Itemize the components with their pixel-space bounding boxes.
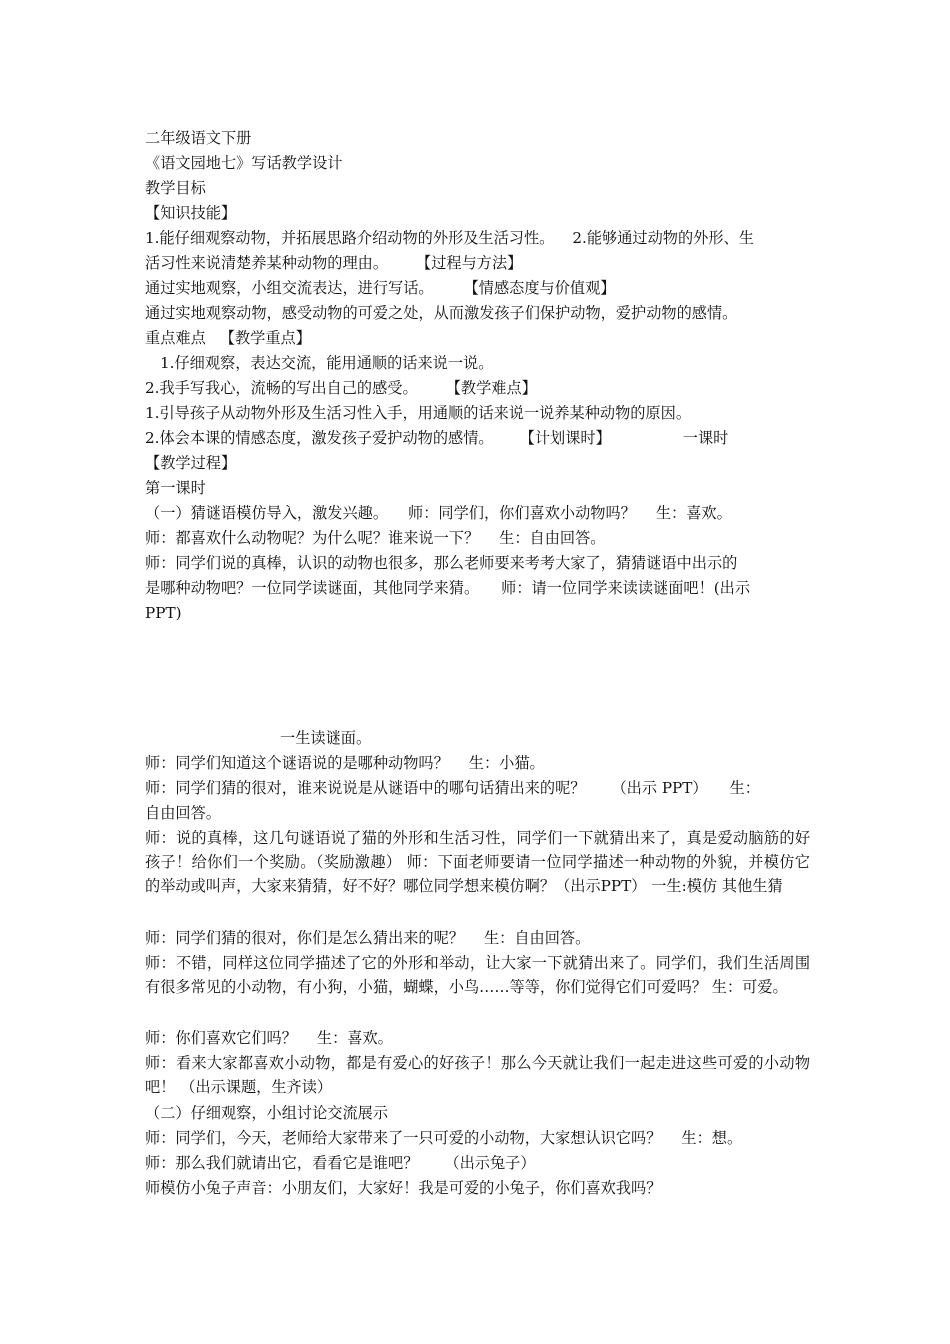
heading-key-points: 【教学重点】	[219, 329, 311, 347]
process-line-8	[145, 928, 810, 948]
student-answer-8: 生：自由回答。	[483, 929, 591, 947]
goal-1: 1.能仔细观察动物，并拓展思路介绍动物的外形及生活习性。	[145, 229, 555, 247]
goal-2-end: 活习性来说清楚养某种动物的理由。	[145, 254, 388, 272]
riddle-ppt-note: PPT)	[145, 604, 182, 622]
process-line-6	[145, 778, 810, 798]
heading-attitude-values: 【情感态度与价值观】	[463, 279, 616, 297]
heading-process-method: 【过程与方法】	[416, 254, 523, 272]
student-answer-10: 生：喜欢。	[316, 1029, 393, 1047]
teacher-question-13: 师：同学们，今天，老师给大家带来了一只可爱的小动物，大家想认识它吗？	[145, 1129, 662, 1147]
difficult-point-1: 1.引导孩子从动物外形及生活习性入手，用通顺的话来说一说养某种动物的原因。	[145, 404, 692, 422]
teacher-question-14: 师：那么我们就请出它，看看它是谁吧？	[145, 1154, 419, 1172]
teacher-riddle-request: 师：请一位同学来读读谜面吧！(出示	[501, 579, 751, 597]
student-answer-13: 生：想。	[681, 1129, 743, 1147]
teacher-question-8: 师：同学们猜的很对，你们是怎么猜出来的呢？	[145, 929, 464, 947]
paragraph-praise-and-imitation: 师：说的真棒，这几句谜语说了猫的外形和生活习性，同学们一下就猜出来了，真是爱动脑筋的好孩子！给你们一个奖励。（奖励激趣） 师：下面老师要请一位同学描述一种动物的外貌，并模仿它的举动或叫声，大家来猜猜，好不好？哪位同学想来模仿啊？（出示PPT） 一生:模仿 其他生猜	[145, 829, 810, 895]
goal-line-1	[145, 228, 810, 248]
teacher-question-1: 师：同学们，你们喜欢小动物吗？	[408, 504, 636, 522]
paragraph-introduce-topic: 师：看来大家都喜欢小动物，都是有爱心的好孩子！那么今天就让我们一起走进这些可爱的小动物吧！ （出示课题，生齐读）	[145, 1054, 810, 1096]
section-1-heading: （一）猜谜语模仿导入，激发兴趣。	[145, 504, 388, 522]
difficult-point-2: 2.体会本课的情感态度，激发孩子爱护动物的感情。	[145, 429, 494, 447]
teacher-rabbit-voice: 师模仿小兔子声音：小朋友们，大家好！我是可爱的小兔子，你们喜欢我吗？	[145, 1179, 662, 1197]
heading-teaching-process: 【教学过程】	[145, 454, 237, 472]
process-line-2	[145, 528, 810, 548]
heading-key-difficult: 重点难点	[145, 329, 206, 347]
heading-knowledge-skills: 【知识技能】	[145, 204, 237, 222]
method-text: 通过实地观察，小组交流表达，进行写话。	[145, 279, 434, 297]
student-reads-riddle: 一生读谜面。	[280, 729, 372, 747]
teacher-question-6: 师：同学们猜的很对，谁来说说是从谜语中的哪句话猜出来的呢？	[145, 779, 586, 797]
process-line-14	[145, 1153, 810, 1173]
show-rabbit-note: （出示兔子）	[444, 1154, 536, 1172]
process-line-5	[145, 753, 810, 773]
teacher-question-10: 师：你们喜欢它们吗？	[145, 1029, 297, 1047]
heading-difficult-points: 【教学难点】	[445, 379, 537, 397]
key-point-2: 2.我手写我心，流畅的写出自己的感受。	[145, 379, 418, 397]
section-2-heading: （二）仔细观察，小组讨论交流展示	[145, 1104, 388, 1122]
teacher-riddle-intro: 师：同学们说的真棒，认识的动物也很多，那么老师要来考考大家了，猜猜谜语中出示的	[145, 554, 738, 572]
paragraph-common-animals: 师：不错，同样这位同学描述了它的外形和举动，让大家一下就猜出来了。同学们，我们生活周围有很多常见的小动物，有小狗，小猫，蝴蝶，小鸟……等等，你们觉得它们可爱吗？ 生：可爱。	[145, 954, 810, 996]
attitude-text: 通过实地观察动物，感受动物的可爱之处，从而激发孩子们保护动物，爱护动物的感情。	[145, 304, 738, 322]
goal-line-2	[145, 253, 810, 273]
title-grade: 二年级语文下册	[145, 129, 252, 147]
heading-teaching-goals: 教学目标	[145, 179, 206, 197]
teacher-question-2: 师：都喜欢什么动物呢？为什么呢？谁来说一下？	[145, 529, 480, 547]
process-line-1	[145, 503, 810, 523]
heading-planned-hours: 【计划课时】	[519, 429, 611, 447]
method-line	[145, 278, 810, 298]
ppt-note-6: （出示 PPT）	[611, 779, 708, 797]
key-point-1: 1.仔细观察，表达交流，能用通顺的话来说一说。	[160, 354, 494, 372]
title-lesson: 《语文园地七》写话教学设计	[145, 154, 343, 172]
key-heading-line	[145, 328, 810, 348]
teacher-question-5: 师：同学们知道这个谜语说的是哪种动物吗？	[145, 754, 449, 772]
student-answer-2: 生：自由回答。	[499, 529, 606, 547]
process-line-10	[145, 1028, 810, 1048]
goal-2-start: 2.能够通过动物的外形、生	[572, 229, 754, 247]
riddle-instruction: 是哪种动物吧？一位同学读谜面，其他同学来猜。	[145, 579, 480, 597]
student-label-6: 生：	[729, 779, 760, 797]
process-line-riddle	[145, 578, 810, 598]
difficult-point-2-line	[145, 428, 810, 448]
process-line-13	[145, 1128, 810, 1148]
planned-hours-value: 一课时	[682, 429, 729, 447]
student-answer-5: 生：小猫。	[468, 754, 545, 772]
student-answer-6: 自由回答。	[145, 804, 221, 822]
student-answer-1: 生：喜欢。	[655, 504, 732, 522]
lesson-one: 第一课时	[145, 479, 206, 497]
key-point-2-line	[145, 378, 810, 398]
